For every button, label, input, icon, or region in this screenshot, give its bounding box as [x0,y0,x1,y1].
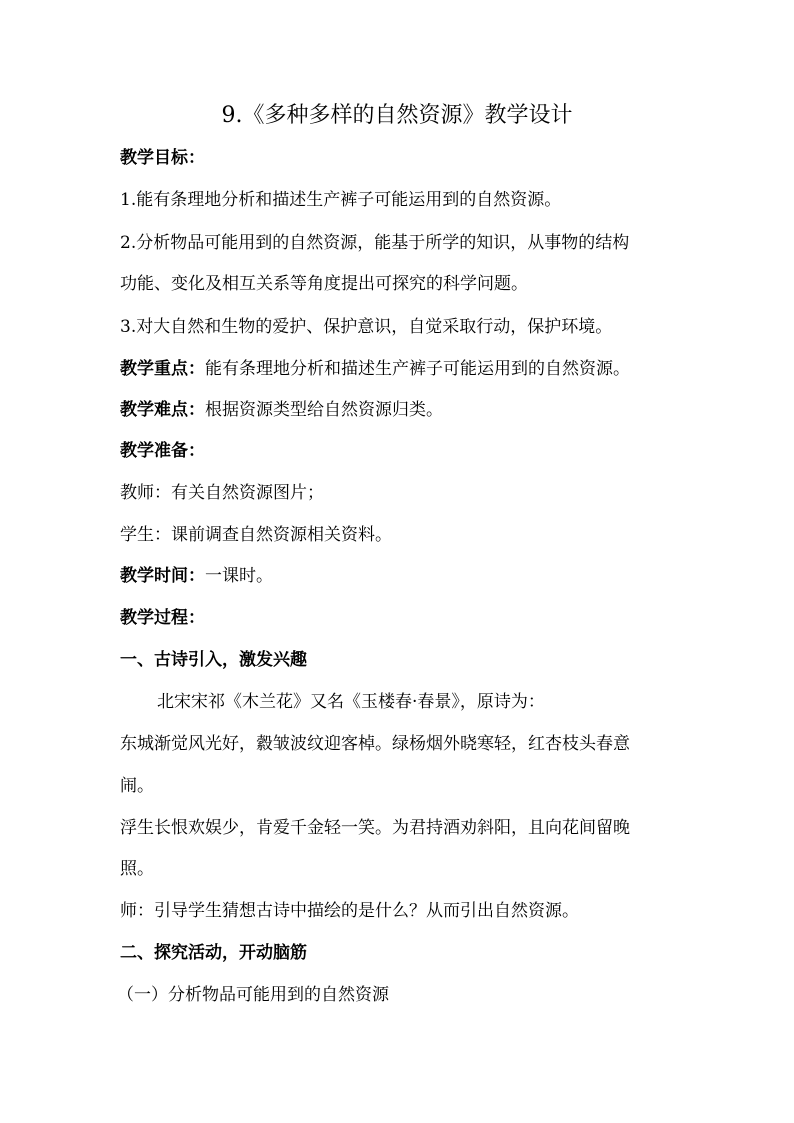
goals-heading: 教学目标： [120,148,205,168]
poem-line: 东城渐觉风光好，縠皱波纹迎客棹。绿杨烟外晓寒轻，红杏枝头春意 [120,734,630,754]
time-text: 一课时。 [205,566,273,586]
prep-item: 教师：有关自然资源图片； [120,483,324,503]
time-line [120,564,273,588]
process-heading: 教学过程： [120,608,205,628]
key-point-text: 能有条理地分析和描述生产裤子可能运用到的自然资源。 [205,359,630,379]
section2-heading: 二、探究活动，开动脑筋 [120,943,307,963]
prep-item: 学生：课前调查自然资源相关资料。 [120,525,392,545]
key-point-label: 教学重点： [120,359,205,379]
goal-item: 2.分析物品可能用到的自然资源，能基于所学的知识，从事物的结构 [120,233,630,253]
document-title: 9.《多种多样的自然资源》教学设计 [221,103,573,128]
key-point-line [120,357,630,381]
poem-line: 浮生长恨欢娱少，肯爱千金轻一笑。为君持酒劝斜阳，且向花间留晚 [120,818,630,838]
goal-item: 功能、变化及相互关系等角度提出可探究的科学问题。 [120,274,528,294]
poem-intro: 北宋宋祁《木兰花》又名《玉楼春·春景》，原诗为： [157,692,545,712]
goal-item: 3.对大自然和生物的爱护、保护意识，自觉采取行动，保护环境。 [120,317,613,337]
time-label: 教学时间： [120,566,205,586]
prep-heading: 教学准备： [120,441,205,461]
poem-line: 照。 [120,859,154,879]
subsection-heading: （一）分析物品可能用到的自然资源 [117,985,389,1005]
poem-line: 闹。 [120,776,154,796]
difficulty-line [120,398,443,422]
section1-heading: 一、古诗引入，激发兴趣 [120,650,307,670]
teacher-line: 师：引导学生猜想古诗中描绘的是什么？从而引出自然资源。 [120,901,579,921]
goal-item: 1.能有条理地分析和描述生产裤子可能运用到的自然资源。 [120,190,562,210]
difficulty-label: 教学难点： [120,400,205,420]
difficulty-text: 根据资源类型给自然资源归类。 [205,400,443,420]
